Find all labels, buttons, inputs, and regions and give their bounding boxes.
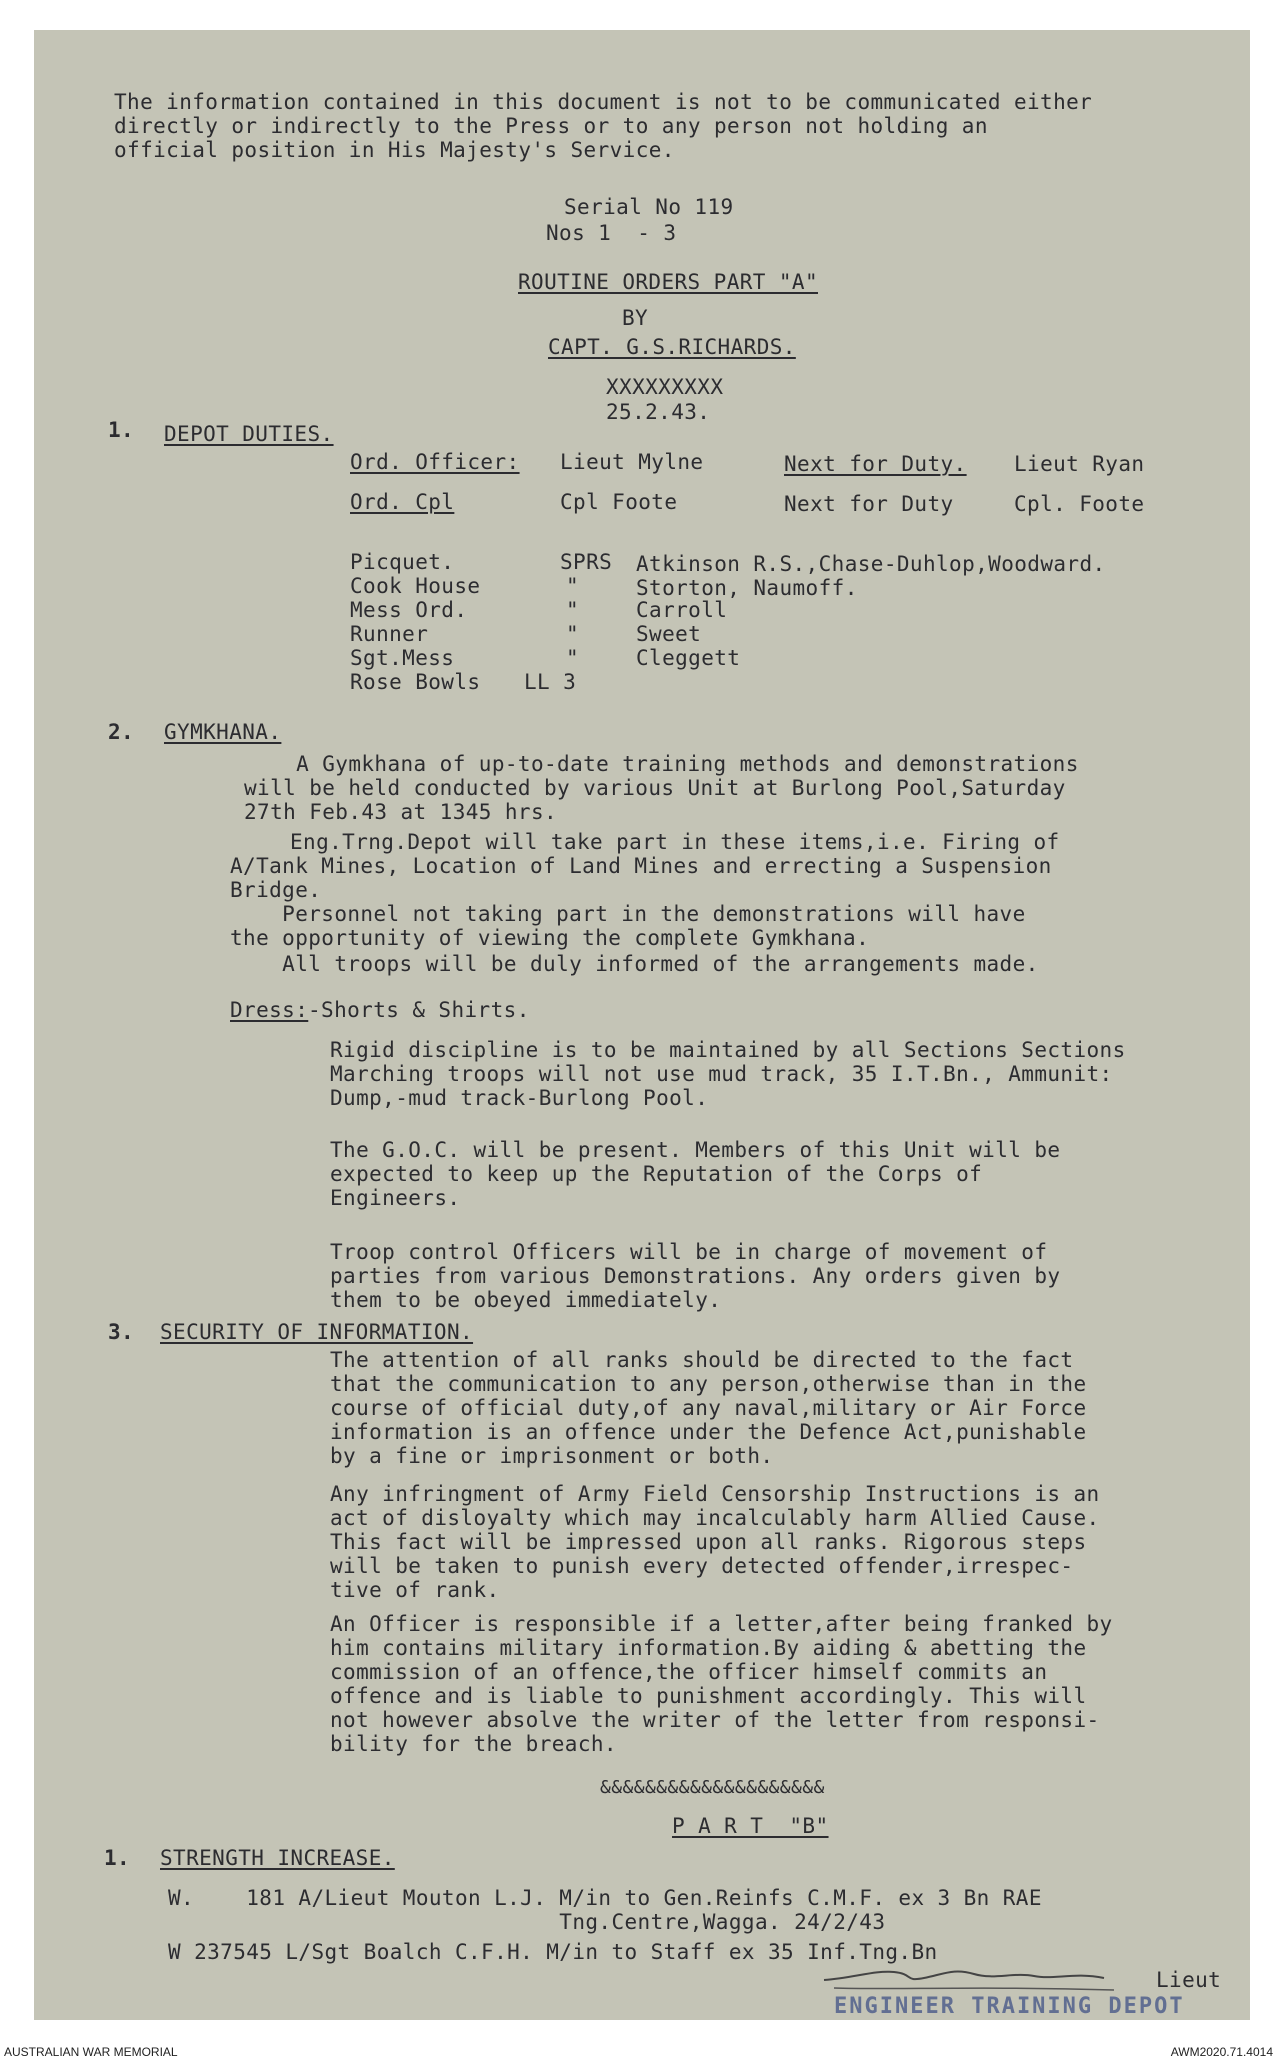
dress-value: -Shorts & Shirts.	[308, 998, 530, 1022]
strength-line: Tng.Centre,Wagga. 24/2/43	[168, 1910, 886, 1934]
security-line: that the communication to any person,otherwise than in the	[330, 1372, 1087, 1396]
strength-line: W. 181 A/Lieut Mouton L.J. M/in to Gen.Reinfs C.M.F. ex 3 Bn RAE	[168, 1886, 1042, 1910]
security-line: The attention of all ranks should be directed to the fact	[330, 1348, 1074, 1372]
section-2-title: GYMKHANA.	[164, 720, 282, 744]
duty-names: Carroll	[636, 598, 728, 622]
divider: &&&&&&&&&&&&&&&&&&&&	[600, 1777, 825, 1798]
security-line: by a fine or imprisonment or both.	[330, 1444, 774, 1468]
duty-names: Storton, Naumoff.	[636, 576, 858, 600]
serial-number: Serial No 119	[564, 195, 734, 219]
duty-rank: LL 3	[524, 670, 577, 694]
signature-scribble	[814, 1950, 1134, 1995]
next-for-duty-label-2: Next for Duty	[784, 492, 954, 516]
part-b-title: P A R T "B"	[672, 1814, 829, 1838]
duty-role: Picquet.	[350, 550, 455, 574]
officer-line: not however absolve the writer of the letter from responsi-	[330, 1708, 1100, 1732]
officer-line: bility for the breach.	[330, 1732, 617, 1756]
document-title: ROUTINE ORDERS PART "A"	[518, 270, 818, 294]
duty-role: Sgt.Mess	[350, 646, 455, 670]
section-3-number: 3.	[108, 1320, 135, 1344]
goc-line: The G.O.C. will be present. Members of this Unit will be	[330, 1138, 1061, 1162]
duty-rank: "	[566, 622, 580, 646]
gymkhana-line: Personnel not taking part in the demonstrations will have	[230, 902, 1026, 926]
goc-line: expected to keep up the Reputation of the Corps of	[330, 1162, 983, 1186]
gymkhana-line: the opportunity of viewing the complete Gymkhana.	[230, 926, 870, 950]
gymkhana-line: All troops will be duly informed of the arrangements made.	[230, 952, 1039, 976]
goc-line: Engineers.	[330, 1186, 461, 1210]
discipline-line: Rigid discipline is to be maintained by all Sections Sections	[330, 1038, 1126, 1062]
part-b-number: 1.	[104, 1846, 131, 1870]
troop-control-line: them to be obeyed immediately.	[330, 1288, 722, 1312]
archive-label: AUSTRALIAN WAR MEMORIAL	[4, 2045, 178, 2059]
gymkhana-line: Bridge.	[230, 878, 322, 902]
next-for-duty-label-1: Next for Duty.	[784, 452, 967, 476]
archive-reference: AWM2020.71.4014	[1170, 2045, 1273, 2059]
next-for-duty-1: Lieut Ryan	[1014, 452, 1145, 476]
gymkhana-line: A Gymkhana of up-to-date training methods and demonstrations	[244, 752, 1079, 776]
officer-line: him contains military information.By aiding & abetting the	[330, 1636, 1087, 1660]
discipline-line: Dump,-mud track-Burlong Pool.	[330, 1086, 709, 1110]
ord-officer-label: Ord. Officer:	[350, 450, 520, 474]
censorship-line: tive of rank.	[330, 1578, 500, 1602]
notice-line-1: The information contained in this document is not to be communicated either	[114, 90, 1093, 114]
duty-rank: SPRS	[560, 550, 613, 574]
officer-line: An Officer is responsible if a letter,after being franked by	[330, 1612, 1113, 1636]
duty-rank: "	[566, 598, 580, 622]
censorship-line: will be taken to punish every detected offender,irrespec-	[330, 1554, 1074, 1578]
security-line: course of official duty,of any naval,military or Air Force	[330, 1396, 1087, 1420]
by-label: BY	[622, 306, 649, 330]
gymkhana-line: Eng.Trng.Depot will take part in these items,i.e. Firing of	[290, 830, 1060, 854]
section-3-title: SECURITY OF INFORMATION.	[160, 1320, 474, 1344]
unit-stamp: ENGINEER TRAINING DEPOT	[834, 1994, 1185, 2019]
troop-control-line: Troop control Officers will be in charge of movement of	[330, 1240, 1048, 1264]
officer-line: commission of an offence,the officer himself commits an	[330, 1660, 1048, 1684]
document-sheet	[34, 30, 1250, 2020]
censorship-line: Any infringment of Army Field Censorship Instructions is an	[330, 1482, 1100, 1506]
notice-line-2: directly or indirectly to the Press or to any person not holding an	[114, 114, 988, 138]
discipline-line: Marching troops will not use mud track, 35 I.T.Bn., Ammunit:	[330, 1062, 1113, 1086]
part-b-section-title: STRENGTH INCREASE.	[160, 1846, 395, 1870]
signatory-rank: Lieut	[1156, 1968, 1222, 1992]
struck-text: XXXXXXXXX	[606, 375, 724, 399]
order-numbers: Nos 1 - 3	[546, 221, 677, 245]
troop-control-line: parties from various Demonstrations. Any orders given by	[330, 1264, 1061, 1288]
censorship-line: act of disloyalty which may incalculably harm Allied Cause.	[330, 1506, 1100, 1530]
next-for-duty-2: Cpl. Foote	[1014, 492, 1145, 516]
notice-line-3: official position in His Majesty's Service.	[114, 138, 675, 162]
section-1-number: 1.	[108, 418, 135, 442]
duty-names: Atkinson R.S.,Chase-Duhlop,Woodward.	[636, 552, 1106, 576]
section-2-number: 2.	[108, 720, 135, 744]
dress-label: Dress:	[230, 998, 309, 1022]
gymkhana-line: will be held conducted by various Unit at Burlong Pool,Saturday	[244, 776, 1066, 800]
author: CAPT. G.S.RICHARDS.	[548, 335, 796, 359]
security-line: information is an offence under the Defence Act,punishable	[330, 1420, 1087, 1444]
gymkhana-line: A/Tank Mines, Location of Land Mines and errecting a Suspension	[230, 854, 1052, 878]
ord-cpl-label: Ord. Cpl	[350, 490, 455, 514]
strength-line: W 237545 L/Sgt Boalch C.F.H. M/in to Staff ex 35 Inf.Tng.Bn	[168, 1940, 938, 1964]
officer-line: offence and is liable to punishment accordingly. This will	[330, 1684, 1087, 1708]
ord-officer: Lieut Mylne	[560, 450, 704, 474]
duty-rank: "	[566, 646, 580, 670]
duty-names: Sweet	[636, 622, 702, 646]
duty-role: Runner	[350, 622, 429, 646]
duty-role: Cook House	[350, 574, 481, 598]
duty-role: Rose Bowls	[350, 670, 481, 694]
duty-rank: "	[566, 574, 580, 598]
section-1-title: DEPOT DUTIES.	[164, 422, 334, 446]
censorship-line: This fact will be impressed upon all ranks. Rigorous steps	[330, 1530, 1087, 1554]
gymkhana-line: 27th Feb.43 at 1345 hrs.	[244, 800, 558, 824]
duty-names: Cleggett	[636, 646, 741, 670]
order-date: 25.2.43.	[606, 400, 711, 424]
duty-role: Mess Ord.	[350, 598, 468, 622]
ord-cpl: Cpl Foote	[560, 490, 678, 514]
